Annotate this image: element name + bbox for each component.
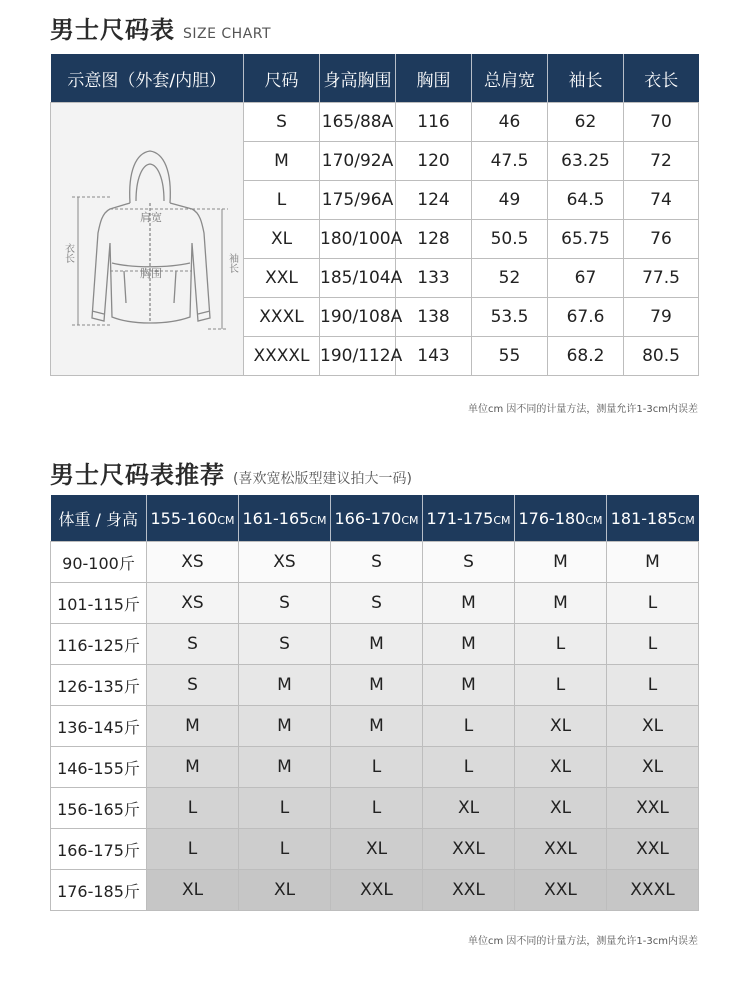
size-cell: XXL: [515, 829, 607, 870]
size-chart-subtitle: SIZE CHART: [183, 26, 272, 42]
shoulder-cell: 49: [472, 181, 548, 220]
chest-cell: 143: [396, 337, 472, 376]
height-range: 166-170: [334, 508, 402, 528]
size-cell: M: [147, 706, 239, 747]
shoulder-cell: 53.5: [472, 298, 548, 337]
height-unit: CM: [493, 513, 511, 527]
size-cell: L: [515, 624, 607, 665]
chest-cell: 138: [396, 298, 472, 337]
header-size: 尺码: [244, 54, 320, 103]
sleeve-cell: 63.25: [548, 142, 624, 181]
chest-cell: 128: [396, 220, 472, 259]
size-cell: XL: [515, 747, 607, 788]
table-row: [51, 706, 699, 747]
header-shoulder: 总肩宽: [472, 54, 548, 103]
size-cell: L: [147, 788, 239, 829]
weight-cell: 90-100斤: [51, 542, 147, 583]
shoulder-label: 肩宽: [140, 211, 162, 224]
header-height-166-170: [331, 495, 423, 542]
header-height-176-180: [515, 495, 607, 542]
chest-cell: 124: [396, 181, 472, 220]
size-cell: XXL: [244, 259, 320, 298]
table-row: [51, 788, 699, 829]
size-cell: M: [515, 542, 607, 583]
size-cell: M: [423, 665, 515, 706]
jacket-diagram-cell: [51, 103, 244, 376]
size-cell: XS: [147, 583, 239, 624]
height-chest-cell: 190/112A: [320, 337, 396, 376]
length-cell: 80.5: [624, 337, 699, 376]
height-range: 161-165: [242, 508, 310, 528]
recommend-table: [50, 495, 699, 911]
size-cell: L: [331, 747, 423, 788]
length-cell: 77.5: [624, 259, 699, 298]
table-row: [51, 870, 699, 911]
table-row: [51, 624, 699, 665]
size-cell: M: [147, 747, 239, 788]
sleeve-label: 袖长: [226, 253, 238, 273]
size-cell: S: [239, 583, 331, 624]
size-cell: S: [147, 665, 239, 706]
height-chest-cell: 170/92A: [320, 142, 396, 181]
sleeve-cell: 67.6: [548, 298, 624, 337]
table-row: [51, 542, 699, 583]
size-cell: XS: [147, 542, 239, 583]
size-cell: M: [239, 706, 331, 747]
size-cell: M: [423, 624, 515, 665]
size-cell: XXXXL: [244, 337, 320, 376]
height-chest-cell: 180/100A: [320, 220, 396, 259]
height-range: 181-185: [610, 508, 678, 528]
size-chart-header-row: [51, 54, 699, 103]
length-cell: 79: [624, 298, 699, 337]
weight-cell: 101-115斤: [51, 583, 147, 624]
size-cell: XL: [244, 220, 320, 259]
length-cell: 76: [624, 220, 699, 259]
chest-cell: 116: [396, 103, 472, 142]
jacket-diagram-icon: [52, 103, 242, 375]
size-cell: L: [607, 665, 699, 706]
size-cell: M: [331, 706, 423, 747]
sleeve-cell: 65.75: [548, 220, 624, 259]
header-height-171-175: [423, 495, 515, 542]
size-cell: M: [607, 542, 699, 583]
height-unit: CM: [401, 513, 419, 527]
height-unit: CM: [585, 513, 603, 527]
size-cell: XXXL: [607, 870, 699, 911]
recommend-subtitle: (喜欢宽松版型建议拍大一码): [233, 471, 412, 487]
length-label: 衣长: [62, 243, 74, 263]
table-row: [51, 583, 699, 624]
size-cell: M: [239, 665, 331, 706]
size-cell: XXL: [423, 829, 515, 870]
chest-cell: 120: [396, 142, 472, 181]
height-range: 176-180: [518, 508, 586, 528]
size-cell: L: [607, 624, 699, 665]
height-unit: CM: [217, 513, 235, 527]
size-cell: XXL: [607, 788, 699, 829]
weight-cell: 156-165斤: [51, 788, 147, 829]
weight-cell: 146-155斤: [51, 747, 147, 788]
height-chest-cell: 165/88A: [320, 103, 396, 142]
height-unit: CM: [309, 513, 327, 527]
sleeve-cell: 67: [548, 259, 624, 298]
table-row: [51, 665, 699, 706]
size-cell: L: [515, 665, 607, 706]
header-sleeve: 袖长: [548, 54, 624, 103]
weight-cell: 116-125斤: [51, 624, 147, 665]
size-cell: XXL: [331, 870, 423, 911]
size-cell: XXXL: [244, 298, 320, 337]
size-cell: XL: [515, 788, 607, 829]
length-cell: 74: [624, 181, 699, 220]
size-cell: L: [244, 181, 320, 220]
recommend-title-row: [50, 455, 412, 490]
size-cell: XL: [607, 706, 699, 747]
header-weight-height: 体重 / 身高: [51, 495, 147, 542]
size-cell: XXL: [423, 870, 515, 911]
recommend-note: 单位cm 因不同的计量方法，测量允许1-3cm内误差: [468, 936, 698, 947]
height-chest-cell: 190/108A: [320, 298, 396, 337]
weight-cell: 176-185斤: [51, 870, 147, 911]
size-cell: XL: [147, 870, 239, 911]
size-cell: L: [239, 829, 331, 870]
size-cell: M: [239, 747, 331, 788]
table-row: [51, 747, 699, 788]
size-cell: L: [423, 747, 515, 788]
weight-cell: 136-145斤: [51, 706, 147, 747]
size-cell: M: [244, 142, 320, 181]
size-cell: M: [515, 583, 607, 624]
size-cell: S: [147, 624, 239, 665]
size-cell: L: [607, 583, 699, 624]
size-cell: XL: [515, 706, 607, 747]
height-range: 155-160: [150, 508, 218, 528]
header-height-155-160: [147, 495, 239, 542]
length-cell: 72: [624, 142, 699, 181]
size-cell: M: [331, 624, 423, 665]
sleeve-cell: 62: [548, 103, 624, 142]
size-chart-note: 单位cm 因不同的计量方法，测量允许1-3cm内误差: [468, 404, 698, 415]
height-chest-cell: 175/96A: [320, 181, 396, 220]
header-height-181-185: [607, 495, 699, 542]
header-diagram: 示意图（外套/内胆）: [51, 54, 244, 103]
length-cell: 70: [624, 103, 699, 142]
size-cell: L: [239, 788, 331, 829]
weight-cell: 126-135斤: [51, 665, 147, 706]
height-range: 171-175: [426, 508, 494, 528]
header-height-161-165: [239, 495, 331, 542]
table-row: [51, 829, 699, 870]
size-chart-table: [50, 54, 699, 376]
size-cell: XS: [239, 542, 331, 583]
size-cell: M: [423, 583, 515, 624]
table-row: [51, 103, 699, 142]
size-cell: S: [423, 542, 515, 583]
size-cell: L: [423, 706, 515, 747]
height-chest-cell: 185/104A: [320, 259, 396, 298]
size-cell: XXL: [607, 829, 699, 870]
size-cell: XL: [331, 829, 423, 870]
sleeve-cell: 64.5: [548, 181, 624, 220]
size-cell: XL: [607, 747, 699, 788]
size-cell: S: [331, 542, 423, 583]
size-cell: S: [331, 583, 423, 624]
header-chest: 胸围: [396, 54, 472, 103]
shoulder-cell: 47.5: [472, 142, 548, 181]
size-cell: S: [244, 103, 320, 142]
shoulder-cell: 55: [472, 337, 548, 376]
header-height-chest: 身高胸围: [320, 54, 396, 103]
header-length: 衣长: [624, 54, 699, 103]
size-cell: XL: [423, 788, 515, 829]
sleeve-cell: 68.2: [548, 337, 624, 376]
shoulder-cell: 46: [472, 103, 548, 142]
shoulder-cell: 52: [472, 259, 548, 298]
size-cell: XXL: [515, 870, 607, 911]
size-cell: L: [331, 788, 423, 829]
recommend-header-row: [51, 495, 699, 542]
size-cell: S: [239, 624, 331, 665]
chest-cell: 133: [396, 259, 472, 298]
recommend-title: 男士尺码表推荐: [50, 461, 225, 489]
shoulder-cell: 50.5: [472, 220, 548, 259]
size-chart-title: 男士尺码表: [50, 16, 175, 44]
height-unit: CM: [677, 513, 695, 527]
weight-cell: 166-175斤: [51, 829, 147, 870]
size-cell: M: [331, 665, 423, 706]
size-cell: XL: [239, 870, 331, 911]
chest-label: 胸围: [140, 267, 162, 280]
size-chart-title-row: [50, 10, 271, 45]
size-cell: L: [147, 829, 239, 870]
